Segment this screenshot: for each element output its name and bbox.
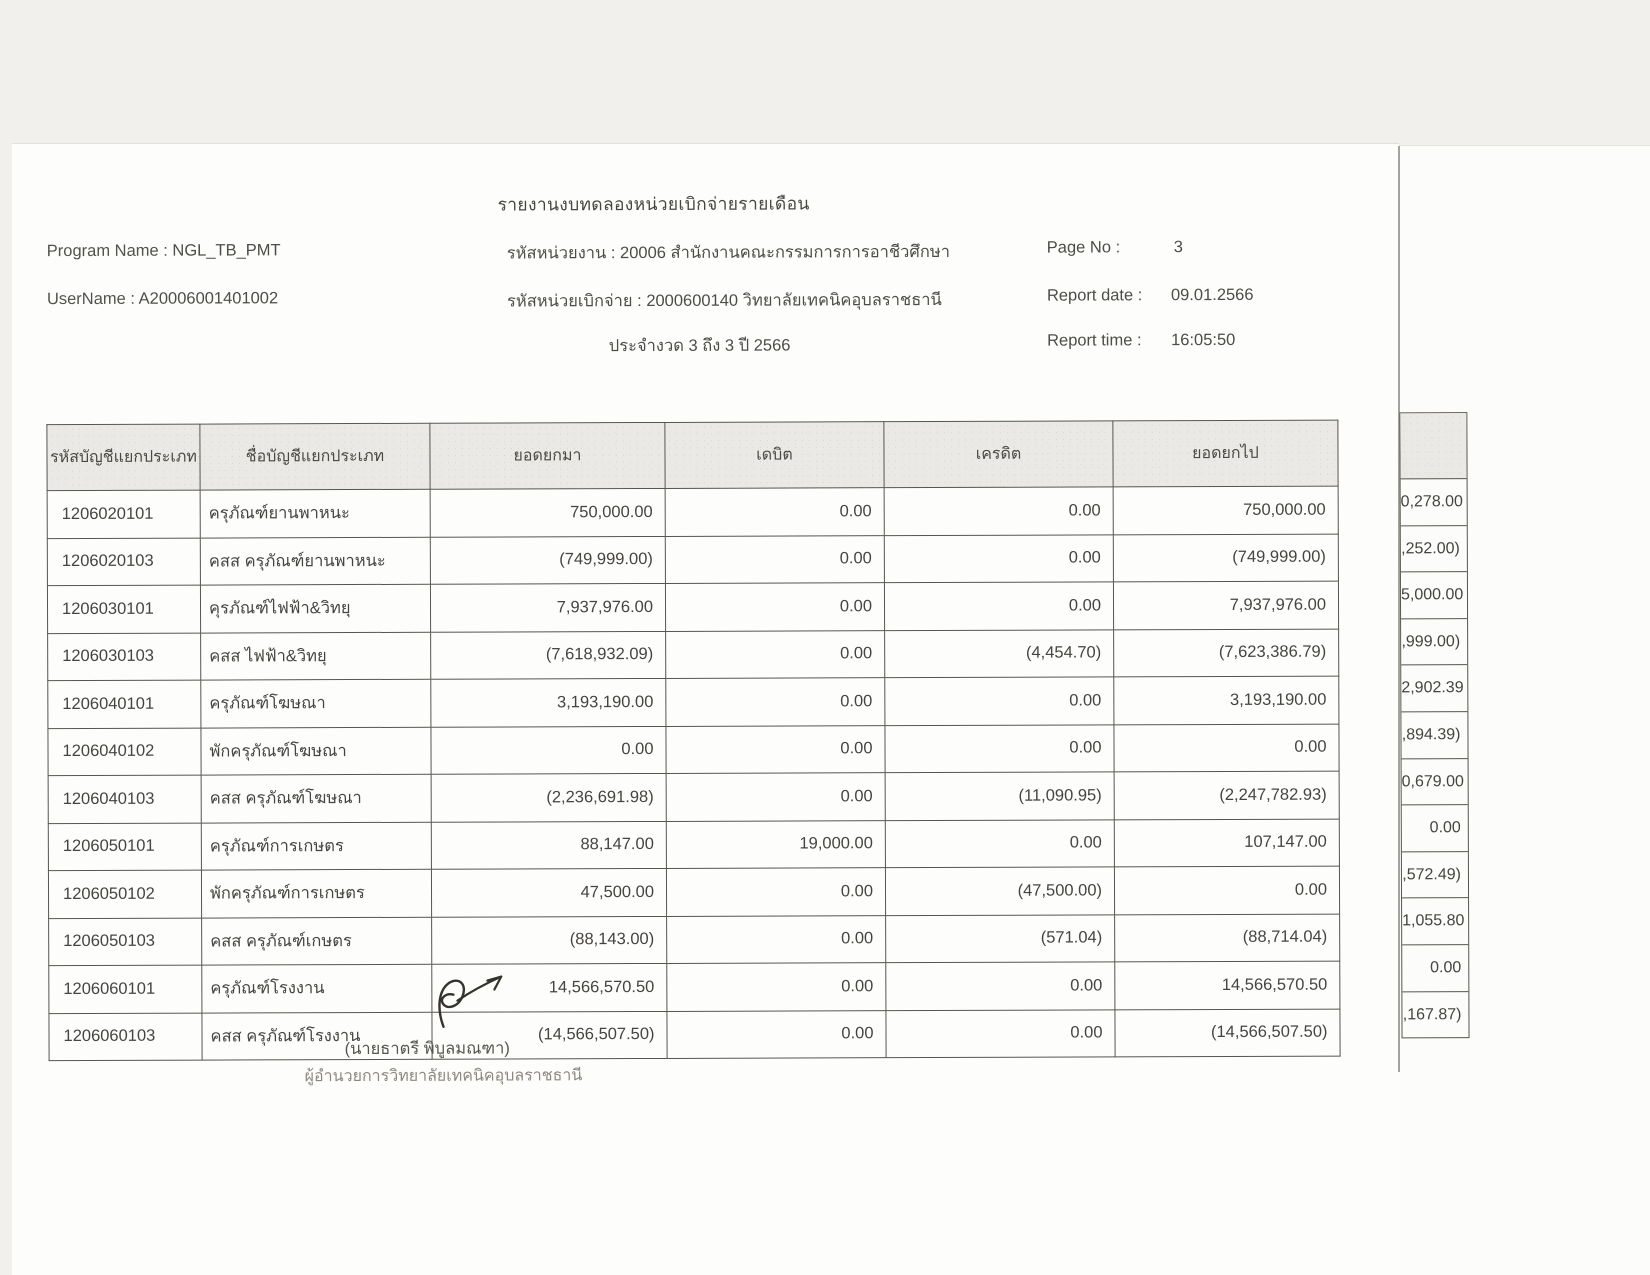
balance-forward-cell: (88,143.00) [432,916,667,964]
adjacent-page-cell: ,894.39) [1401,712,1467,759]
adjacent-page-cell: ,252.00) [1401,526,1467,573]
table-row [48,629,1339,681]
agency-code-line: รหัสหน่วยงาน : 20006 สำนักงานคณะกรรมการการอาชีวศึกษา [506,242,951,263]
account-name-cell: คสส ครุภัณฑ์โรงงาน [202,1012,432,1060]
adjacent-page-cell: 1,055.80 [1402,898,1468,945]
debit-cell: 0.00 [667,915,886,963]
account-name-cell: ครุภัณฑ์โฆษณา [201,679,431,727]
account-code-cell: 1206040103 [48,775,201,823]
account-code-cell: 1206060103 [49,1013,202,1061]
disbursement-code-line: รหัสหน่วยเบิกจ่าย : 2000600140 วิทยาลัยเทคนิคอุบลราชธานี [506,290,942,311]
report-title: รายงานงบทดลองหน่วยเบิกจ่ายรายเดือน [497,193,810,215]
adjacent-page-cell: ,167.87) [1402,1005,1462,1023]
account-name-cell: คสส ไฟฟ้า&วิทยุ [201,632,431,680]
adjacent-page-column-header [1400,413,1466,479]
table-row [48,866,1339,918]
balance-forward-cell: 0.00 [431,726,666,774]
credit-cell: (47,500.00) [885,867,1114,915]
account-code-cell: 1206020103 [47,538,200,586]
page-no-value: 3 [1173,238,1183,257]
debit-cell: 0.00 [666,630,885,678]
account-name-cell: คสส ครุภัณฑ์ยานพาหนะ [200,537,430,585]
account-name-cell: คุรภัณฑ์ไฟฟ้า&วิทยุ [200,584,430,632]
adjacent-page-column [1399,412,1469,1038]
balance-carry-cell: (7,623,386.79) [1114,629,1339,677]
debit-cell: 0.00 [665,488,884,536]
debit-cell: 0.00 [667,1010,886,1058]
credit-cell: 0.00 [885,819,1114,867]
account-code-cell: 1206020101 [47,490,200,538]
adjacent-page-cell: 0,278.00 [1401,479,1467,526]
program-name-label: Program Name : [46,241,168,261]
program-name-value: NGL_TB_PMT [172,241,281,260]
account-code-cell: 1206040102 [48,728,201,776]
account-name-cell: ครุภัณฑ์ยานพาหนะ [200,489,430,537]
account-code-cell: 1206050103 [49,918,202,966]
account-name-cell: คสส ครุภัณฑ์เกษตร [202,917,432,965]
balance-forward-cell: (14,566,507.50) [432,1011,667,1059]
credit-cell: 0.00 [884,534,1113,582]
balance-forward-cell: 750,000.00 [430,488,665,536]
adjacent-page-cell: 2,902.39 [1401,666,1467,713]
credit-cell: (11,090.95) [885,772,1114,820]
account-name-cell: พักครุภัณฑ์การเกษตร [201,869,431,917]
debit-cell: 0.00 [666,725,885,773]
table-row [47,534,1338,586]
credit-cell: 0.00 [885,677,1114,725]
credit-cell: 0.00 [884,582,1113,630]
balance-forward-cell: (7,618,932.09) [431,631,666,679]
column-header: ยอดยกมา [430,422,665,489]
credit-cell: 0.00 [886,962,1115,1010]
trial-balance-table [46,420,1340,1062]
report-time-label: Report time : [1047,331,1142,350]
table-row [48,724,1339,776]
credit-cell: (4,454.70) [885,629,1114,677]
column-header: เดบิต [665,422,884,489]
column-header: เครดิต [884,421,1113,488]
column-header: ชื่อบัญชีแยกประเภท [200,423,430,490]
adjacent-page-cell: 5,000.00 [1401,572,1467,619]
table-row [47,581,1338,633]
credit-cell: 0.00 [886,1009,1115,1057]
credit-cell: (571.04) [886,914,1115,962]
balance-carry-cell: 0.00 [1114,866,1339,914]
debit-cell: 0.00 [666,868,885,916]
adjacent-page-cell: 0,679.00 [1402,759,1468,806]
table-row [48,819,1339,871]
balance-carry-cell: 107,147.00 [1114,819,1339,867]
balance-forward-cell: (2,236,691.98) [431,773,666,821]
balance-carry-cell: (749,999.00) [1113,534,1338,582]
signer-name: (นายธาตรี พิบูลมณฑา) [344,1039,510,1059]
balance-carry-cell: (88,714.04) [1115,914,1340,962]
account-name-cell: ครุภัณฑ์การเกษตร [201,822,431,870]
balance-forward-cell: 7,937,976.00 [430,583,665,631]
report-date-value: 09.01.2566 [1170,285,1254,305]
table-row [48,676,1339,728]
account-code-cell: 1206050102 [48,870,201,918]
table-row [49,1009,1340,1061]
adjacent-page-cell: 0.00 [1402,945,1468,992]
signature-scribble [429,973,507,1035]
debit-cell: 0.00 [666,773,885,821]
period-line: ประจำงวด 3 ถึง 3 ปี 2566 [608,336,791,356]
balance-forward-cell: 14,566,570.50 [432,963,667,1011]
table-row [49,914,1340,966]
account-name-cell: ครุภัณฑ์โรงงาน [202,964,432,1012]
balance-carry-cell: 7,937,976.00 [1113,581,1338,629]
balance-forward-cell: 88,147.00 [431,821,666,869]
report-date-label: Report date : [1046,286,1143,305]
debit-cell: 0.00 [665,535,884,583]
account-code-cell: 1206030101 [47,585,200,633]
balance-carry-cell: (2,247,782.93) [1114,771,1339,819]
account-name-cell: พักครุภัณฑ์โฆษณา [201,727,431,775]
adjacent-page-cell: ,572.49) [1402,852,1468,899]
adjacent-page-cell: 0.00 [1402,805,1468,852]
username-value: A20006001401002 [138,289,279,308]
balance-carry-cell: 14,566,570.50 [1115,961,1340,1009]
table-body [47,486,1340,1061]
account-name-cell: คสส ครุภัณฑ์โฆษณา [201,774,431,822]
balance-carry-cell: 750,000.00 [1113,486,1338,534]
credit-cell: 0.00 [885,724,1114,772]
debit-cell: 19,000.00 [666,820,885,868]
column-header: รหัสบัญชีแยกประเภท [47,424,200,491]
debit-cell: 0.00 [666,678,885,726]
balance-forward-cell: 3,193,190.00 [431,678,666,726]
report-time-value: 16:05:50 [1171,330,1236,350]
credit-cell: 0.00 [884,487,1113,535]
balance-forward-cell: 47,500.00 [431,868,666,916]
column-header: ยอดยกไป [1113,420,1338,487]
page-no-label: Page No : [1046,238,1121,257]
account-code-cell: 1206060101 [49,965,202,1013]
table-row [47,486,1338,538]
balance-carry-cell: (14,566,507.50) [1115,1009,1340,1057]
account-code-cell: 1206050101 [48,823,201,871]
balance-carry-cell: 3,193,190.00 [1114,676,1339,724]
debit-cell: 0.00 [665,583,884,631]
account-code-cell: 1206030103 [48,633,201,681]
balance-carry-cell: 0.00 [1114,724,1339,772]
signer-title: ผู้อำนวยการวิทยาลัยเทคนิคอุบลราชธานี [304,1067,583,1086]
balance-forward-cell: (749,999.00) [430,536,665,584]
account-code-cell: 1206040101 [48,680,201,728]
table-row [49,961,1340,1013]
adjacent-page-cell: ,999.00) [1401,619,1467,666]
table-row [48,771,1339,823]
debit-cell: 0.00 [667,963,886,1011]
username-label: UserName : [46,289,136,309]
table-header-row [47,420,1338,491]
